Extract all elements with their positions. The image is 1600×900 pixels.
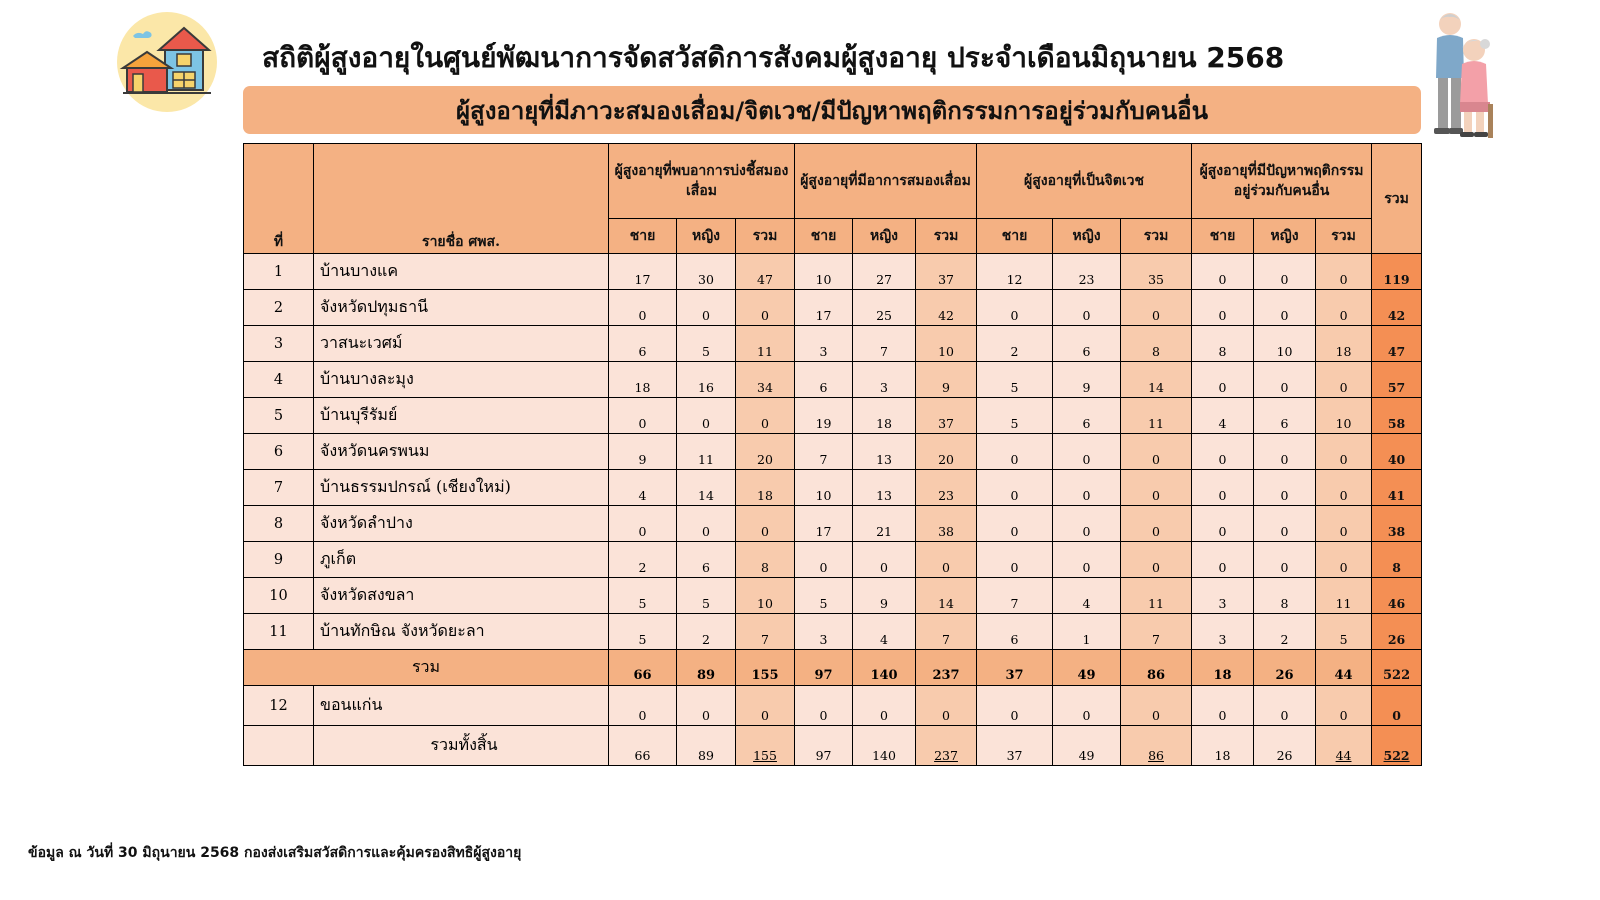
header-group-indicative-dementia: ผู้สูงอายุที่พบอาการบ่งชี้สมองเสื่อม [609,144,795,219]
row-total-cell: 40 [1372,434,1422,470]
value-cell: 18 [853,398,916,434]
value-cell: 3 [795,614,853,650]
subtotal-total: 522 [1372,650,1422,686]
group-sum-cell: 37 [916,254,977,290]
value-cell: 18 [1192,726,1254,766]
grand-total-row [244,726,1422,766]
group-sum-cell: 42 [916,290,977,326]
header-center-name: รายชื่อ ศพส. [314,144,609,254]
value-cell: 17 [795,506,853,542]
group-sum-cell: 7 [916,614,977,650]
row-seq: 11 [244,614,314,650]
group-sum-cell: 0 [1121,542,1192,578]
group-sum-cell: 10 [1316,398,1372,434]
value-cell: 0 [1254,542,1316,578]
header-total: รวม [1372,144,1422,254]
value-cell: 17 [609,254,677,290]
source-note: ข้อมูล ณ วันที่ 30 มิถุนายน 2568 กองส่งเสริมสวัสดิการและคุ้มครองสิทธิผู้สูงอายุ [28,845,522,861]
group-sum-cell: 11 [1121,398,1192,434]
group-sum-cell [1121,726,1192,766]
table-row [244,578,1422,614]
value-cell: 66 [609,726,677,766]
value-cell: 0 [977,434,1053,470]
value-cell: 10 [1254,326,1316,362]
row-center-name: บ้านทักษิณ จังหวัดยะลา [314,614,609,650]
subheader-male: ชาย [977,219,1053,254]
value-cell: 0 [1053,470,1121,506]
value-cell: 17 [795,290,853,326]
subtotal-row [244,650,1422,686]
table-row [244,398,1422,434]
group-sum-cell [736,726,795,766]
value-cell: 0 [1192,542,1254,578]
group-sum-cell: 0 [1121,506,1192,542]
value-cell: 8 [1192,326,1254,362]
group-sum-cell: 0 [1316,434,1372,470]
group-sum-cell: 34 [736,362,795,398]
value-cell: 27 [853,254,916,290]
value-cell: 0 [609,506,677,542]
group-sum-cell: 0 [736,506,795,542]
value-cell: 7 [977,578,1053,614]
group-sum-cell: 0 [1316,686,1372,726]
subtotal-value: 44 [1316,650,1372,686]
group-sum-cell: 35 [1121,254,1192,290]
value-cell: 0 [609,686,677,726]
value-cell: 0 [1053,686,1121,726]
value-cell: 6 [1053,398,1121,434]
value-cell: 5 [977,362,1053,398]
value-cell: 0 [1192,686,1254,726]
subheader-female: หญิง [1053,219,1121,254]
value-cell: 1 [1053,614,1121,650]
value-cell: 0 [677,290,736,326]
subheader-female: หญิง [853,219,916,254]
row-center-name: บ้านบางแค [314,254,609,290]
subheader-sum: รวม [736,219,795,254]
elderly-couple-icon [1424,8,1500,142]
group-sum-cell: 9 [916,362,977,398]
value-cell: 0 [1254,506,1316,542]
value-cell: 12 [977,254,1053,290]
value-cell: 4 [1053,578,1121,614]
value-cell: 9 [853,578,916,614]
value-cell: 13 [853,470,916,506]
value-cell: 0 [677,398,736,434]
value-cell: 6 [677,542,736,578]
subheader-sum: รวม [916,219,977,254]
group-sum-cell: 0 [1316,470,1372,506]
value-cell: 0 [1254,290,1316,326]
value-cell: 21 [853,506,916,542]
group-sum-cell: 0 [1316,506,1372,542]
value-cell: 11 [677,434,736,470]
row-center-name: บ้านบางละมุง [314,362,609,398]
row-center-name: จังหวัดนครพนม [314,434,609,470]
table-row [244,326,1422,362]
table-row [244,290,1422,326]
group-sum-cell: 10 [916,326,977,362]
value-cell: 6 [977,614,1053,650]
table-row [244,434,1422,470]
value-cell: 3 [1192,578,1254,614]
row-seq: 10 [244,578,314,614]
row-center-name: จังหวัดลำปาง [314,506,609,542]
row-total-cell: 46 [1372,578,1422,614]
value-cell: 2 [677,614,736,650]
value-cell: 0 [1254,254,1316,290]
value-cell: 3 [795,326,853,362]
value-cell: 0 [1192,470,1254,506]
group-sum-cell: 0 [1121,290,1192,326]
value-cell: 9 [609,434,677,470]
subtotal-value: 26 [1254,650,1316,686]
value-cell: 10 [795,254,853,290]
value-cell: 0 [795,686,853,726]
value-cell: 5 [677,578,736,614]
row-seq: 5 [244,398,314,434]
value-cell: 4 [853,614,916,650]
value-cell: 0 [1192,362,1254,398]
subtitle-text: ผู้สูงอายุที่มีภาวะสมองเสื่อม/จิตเวช/มีปัญหาพฤติกรรมการอยู่ร่วมกับคนอื่น [455,96,1208,125]
group-sum-value: 237 [934,748,958,763]
value-cell: 10 [795,470,853,506]
row-total-cell: 119 [1372,254,1422,290]
subtotal-value: 89 [677,650,736,686]
row-center-name: ขอนแก่น [314,686,609,726]
value-cell: 7 [795,434,853,470]
value-cell: 5 [795,578,853,614]
group-sum-cell: 0 [1316,362,1372,398]
value-cell: 0 [1254,686,1316,726]
group-sum-cell: 0 [916,542,977,578]
table-row [244,254,1422,290]
subtotal-value: 66 [609,650,677,686]
row-seq: 8 [244,506,314,542]
row-total-value: 522 [1383,748,1410,763]
table-row [244,362,1422,398]
row-total-cell: 0 [1372,686,1422,726]
value-cell: 37 [977,726,1053,766]
value-cell: 140 [853,726,916,766]
row-center-name: ภูเก็ต [314,542,609,578]
group-sum-cell: 0 [736,398,795,434]
value-cell: 6 [609,326,677,362]
group-sum-cell: 11 [1121,578,1192,614]
table-row [244,506,1422,542]
value-cell: 0 [1254,362,1316,398]
group-sum-cell [916,726,977,766]
value-cell: 0 [1254,434,1316,470]
subtotal-value: 37 [977,650,1053,686]
header-group-psychiatric: ผู้สูงอายุที่เป็นจิตเวช [977,144,1192,219]
group-sum-cell: 23 [916,470,977,506]
value-cell: 7 [853,326,916,362]
row-total-cell: 58 [1372,398,1422,434]
value-cell: 0 [1254,470,1316,506]
group-sum-cell: 0 [1121,686,1192,726]
row-total-cell: 47 [1372,326,1422,362]
value-cell: 25 [853,290,916,326]
value-cell: 14 [677,470,736,506]
value-cell: 0 [1192,434,1254,470]
group-sum-cell: 0 [1316,254,1372,290]
value-cell: 0 [795,542,853,578]
group-sum-cell: 7 [736,614,795,650]
value-cell: 6 [1254,398,1316,434]
value-cell: 89 [677,726,736,766]
value-cell: 18 [609,362,677,398]
subtotal-value: 86 [1121,650,1192,686]
value-cell: 6 [1053,326,1121,362]
value-cell: 0 [1053,542,1121,578]
group-sum-cell: 5 [1316,614,1372,650]
value-cell: 0 [677,686,736,726]
value-cell: 19 [795,398,853,434]
row-center-name: บ้านบุรีรัมย์ [314,398,609,434]
subtitle-banner [243,86,1421,134]
value-cell: 0 [1192,254,1254,290]
value-cell: 23 [1053,254,1121,290]
subheader-female: หญิง [1254,219,1316,254]
value-cell: 0 [1053,434,1121,470]
group-sum-cell: 11 [1316,578,1372,614]
value-cell: 0 [677,506,736,542]
row-seq: 2 [244,290,314,326]
row-center-name: จังหวัดสงขลา [314,578,609,614]
row-seq: 3 [244,326,314,362]
value-cell: 8 [1254,578,1316,614]
table-body [244,254,1422,766]
page-title: สถิติผู้สูงอายุในศูนย์พัฒนาการจัดสวัสดิการสังคมผู้สูงอายุ ประจำเดือนมิถุนายน 2568 [262,41,1285,74]
value-cell: 97 [795,726,853,766]
table-row [244,614,1422,650]
subtotal-label: รวม [244,650,609,686]
group-sum-cell: 8 [1121,326,1192,362]
row-seq: 1 [244,254,314,290]
group-sum-cell: 18 [1316,326,1372,362]
value-cell: 0 [977,470,1053,506]
row-center-name: บ้านธรรมปกรณ์ (เชียงใหม่) [314,470,609,506]
group-sum-value: 86 [1148,748,1164,763]
value-cell: 2 [977,326,1053,362]
group-sum-cell: 20 [736,434,795,470]
row-total-cell: 8 [1372,542,1422,578]
header-group-behavior-problem: ผู้สูงอายุที่มีปัญหาพฤติกรรมอยู่ร่วมกับคนอื่น [1192,144,1372,219]
house-logo-icon [115,10,219,114]
group-sum-cell: 10 [736,578,795,614]
value-cell: 0 [1192,506,1254,542]
value-cell: 6 [795,362,853,398]
table-row [244,686,1422,726]
table-row [244,470,1422,506]
group-sum-cell: 8 [736,542,795,578]
row-total-cell: 41 [1372,470,1422,506]
value-cell: 2 [1254,614,1316,650]
value-cell: 3 [1192,614,1254,650]
header-seq: ที่ [244,144,314,254]
value-cell: 4 [1192,398,1254,434]
header-group-dementia: ผู้สูงอายุที่มีอาการสมองเสื่อม [795,144,977,219]
subheader-male: ชาย [1192,219,1254,254]
group-sum-cell: 0 [1121,434,1192,470]
value-cell: 13 [853,434,916,470]
grand-total-label: รวมทั้งสิ้น [314,726,609,766]
value-cell: 4 [609,470,677,506]
value-cell: 2 [609,542,677,578]
value-cell: 5 [677,326,736,362]
value-cell: 30 [677,254,736,290]
subtotal-value: 49 [1053,650,1121,686]
subheader-male: ชาย [609,219,677,254]
row-seq: 4 [244,362,314,398]
value-cell: 3 [853,362,916,398]
value-cell: 49 [1053,726,1121,766]
row-center-name: วาสนะเวศม์ [314,326,609,362]
group-sum-cell: 14 [916,578,977,614]
value-cell: 0 [1192,290,1254,326]
value-cell: 0 [609,290,677,326]
subtotal-value: 18 [1192,650,1254,686]
value-cell: 0 [977,542,1053,578]
row-seq-empty [244,726,314,766]
row-total-cell: 26 [1372,614,1422,650]
subheader-female: หญิง [677,219,736,254]
group-sum-cell [1316,726,1372,766]
value-cell: 5 [609,578,677,614]
row-total-cell: 42 [1372,290,1422,326]
group-sum-value: 44 [1335,748,1352,763]
subtotal-value: 97 [795,650,853,686]
value-cell: 26 [1254,726,1316,766]
group-sum-cell: 47 [736,254,795,290]
subtotal-value: 237 [916,650,977,686]
subheader-sum: รวม [1121,219,1192,254]
row-seq: 9 [244,542,314,578]
group-sum-cell: 7 [1121,614,1192,650]
group-sum-cell: 0 [1316,290,1372,326]
subtotal-value: 140 [853,650,916,686]
value-cell: 16 [677,362,736,398]
row-seq: 12 [244,686,314,726]
value-cell: 0 [1053,290,1121,326]
value-cell: 0 [1053,506,1121,542]
group-sum-cell: 20 [916,434,977,470]
table-row [244,542,1422,578]
group-sum-cell: 38 [916,506,977,542]
group-sum-cell: 11 [736,326,795,362]
value-cell: 5 [609,614,677,650]
value-cell: 0 [853,542,916,578]
row-total-cell: 38 [1372,506,1422,542]
group-sum-cell: 0 [916,686,977,726]
group-sum-cell: 18 [736,470,795,506]
group-sum-value: 155 [753,748,777,763]
statistics-table [243,143,1422,766]
value-cell: 0 [609,398,677,434]
value-cell: 0 [977,290,1053,326]
row-seq: 6 [244,434,314,470]
value-cell: 5 [977,398,1053,434]
value-cell: 0 [977,506,1053,542]
value-cell: 0 [853,686,916,726]
group-sum-cell: 14 [1121,362,1192,398]
row-center-name: จังหวัดปทุมธานี [314,290,609,326]
group-sum-cell: 0 [1121,470,1192,506]
group-sum-cell: 37 [916,398,977,434]
row-total-cell [1372,726,1422,766]
value-cell: 0 [977,686,1053,726]
subheader-male: ชาย [795,219,853,254]
group-sum-cell: 0 [736,290,795,326]
row-total-cell: 57 [1372,362,1422,398]
subtotal-value: 155 [736,650,795,686]
subheader-sum: รวม [1316,219,1372,254]
group-sum-cell: 0 [1316,542,1372,578]
row-seq: 7 [244,470,314,506]
value-cell: 9 [1053,362,1121,398]
group-sum-cell: 0 [736,686,795,726]
